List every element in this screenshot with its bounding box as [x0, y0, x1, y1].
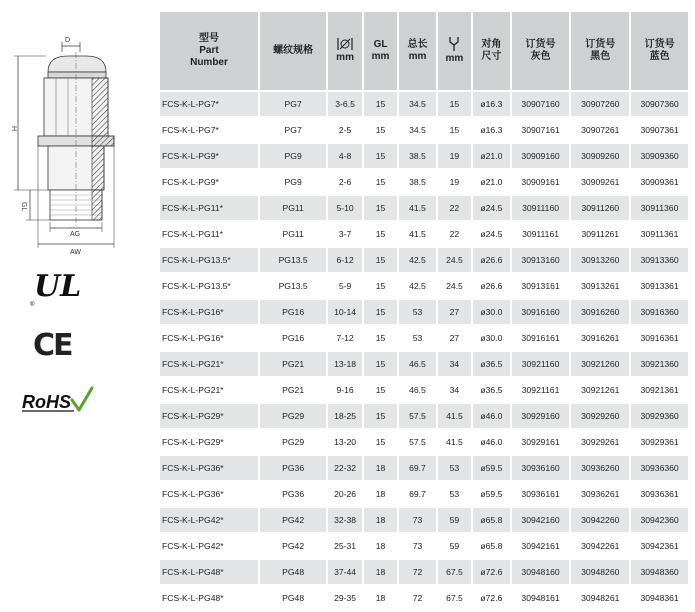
- cell-thread-spec: PG42: [260, 534, 328, 558]
- cell-total-length: 42.5: [399, 274, 438, 298]
- cable-gland-svg: [8, 22, 158, 257]
- cell-part-number: FCS-K-L-PG16*: [160, 326, 260, 350]
- cell-order-black: 30929261: [571, 430, 631, 454]
- cell-order-black: 30936261: [571, 482, 631, 506]
- cell-order-grey: 30916160: [512, 300, 572, 324]
- cell-order-black: 30942261: [571, 534, 631, 558]
- cell-part-number: FCS-K-L-PG13.5*: [160, 248, 260, 272]
- cell-diagonal: ø59.5: [473, 482, 512, 506]
- cell-total-length: 57.5: [399, 430, 438, 454]
- cell-clamping-range: 4-8: [328, 144, 364, 168]
- cell-clamping-range: 2-6: [328, 170, 364, 194]
- header-wrench-size: [438, 12, 473, 90]
- cable-gland-drawing: [8, 22, 158, 257]
- cell-clamping-range: 5-10: [328, 196, 364, 220]
- cell-wrench-size: 27: [438, 326, 473, 350]
- cell-total-length: 46.5: [399, 352, 438, 376]
- header-gl: [364, 12, 399, 90]
- cell-thread-spec: PG21: [260, 378, 328, 402]
- cell-order-blue: 30909360: [631, 144, 688, 168]
- cell-part-number: FCS-K-L-PG7*: [160, 92, 260, 116]
- cell-thread-spec: PG9: [260, 144, 328, 168]
- cell-order-blue: 30948361: [631, 586, 688, 610]
- cell-gl: 18: [364, 456, 399, 480]
- cell-total-length: 72: [399, 560, 438, 584]
- cell-clamping-range: 3-7: [328, 222, 364, 246]
- cell-order-grey: 30916161: [512, 326, 572, 350]
- cell-order-blue: 30921360: [631, 352, 688, 376]
- table-row: [160, 404, 688, 428]
- cell-order-black: 30909261: [571, 170, 631, 194]
- cell-order-blue: 30911361: [631, 222, 688, 246]
- cell-order-blue: 30942360: [631, 508, 688, 532]
- cell-order-grey: 30948160: [512, 560, 572, 584]
- cell-gl: 18: [364, 560, 399, 584]
- cell-wrench-size: 53: [438, 482, 473, 506]
- header-order-black-l1: 订货号: [585, 39, 616, 50]
- table-row: [160, 508, 688, 532]
- table-header: [160, 12, 688, 90]
- cell-total-length: 46.5: [399, 378, 438, 402]
- cell-gl: 18: [364, 586, 399, 610]
- cell-diagonal: ø36.5: [473, 378, 512, 402]
- cell-order-blue: 30929360: [631, 404, 688, 428]
- cell-clamping-range: 18-25: [328, 404, 364, 428]
- cell-order-grey: 30942161: [512, 534, 572, 558]
- cell-order-black: 30911260: [571, 196, 631, 220]
- ul-mark-text: UL: [34, 269, 82, 304]
- cell-total-length: 73: [399, 508, 438, 532]
- cell-part-number: FCS-K-L-PG9*: [160, 144, 260, 168]
- cell-order-blue: 30942361: [631, 534, 688, 558]
- table-row: [160, 378, 688, 402]
- cell-clamping-range: 3-6.5: [328, 92, 364, 116]
- cell-thread-spec: PG21: [260, 352, 328, 376]
- cell-order-grey: 30907161: [512, 118, 572, 142]
- cell-part-number: FCS-K-L-PG7*: [160, 118, 260, 142]
- table-row: [160, 482, 688, 506]
- cell-clamping-range: 25-31: [328, 534, 364, 558]
- header-order-grey: [512, 12, 572, 90]
- header-thread-label: 螺纹规格: [273, 45, 314, 56]
- cell-gl: 15: [364, 196, 399, 220]
- table-row: [160, 170, 688, 194]
- table-row: [160, 222, 688, 246]
- header-clamping-unit: mm: [336, 52, 354, 63]
- header-total-length-unit: mm: [408, 51, 427, 62]
- cell-total-length: 53: [399, 300, 438, 324]
- cell-wrench-size: 27: [438, 300, 473, 324]
- cell-order-blue: 30911360: [631, 196, 688, 220]
- cell-clamping-range: 13-18: [328, 352, 364, 376]
- cell-diagonal: ø65.8: [473, 534, 512, 558]
- cell-thread-spec: PG7: [260, 118, 328, 142]
- cell-order-blue: 30936360: [631, 456, 688, 480]
- cell-order-grey: 30936161: [512, 482, 572, 506]
- cell-order-blue: 30916361: [631, 326, 688, 350]
- header-diagonal-l1: 对角: [481, 39, 502, 50]
- cell-order-grey: 30913161: [512, 274, 572, 298]
- cell-order-blue: 30936361: [631, 482, 688, 506]
- cell-diagonal: ø26.6: [473, 274, 512, 298]
- cell-clamping-range: 29-35: [328, 586, 364, 610]
- cell-gl: 15: [364, 222, 399, 246]
- cell-order-black: 30916261: [571, 326, 631, 350]
- table-row: [160, 586, 688, 610]
- header-total-length: [399, 12, 438, 90]
- cell-gl: 15: [364, 326, 399, 350]
- cell-clamping-range: 37-44: [328, 560, 364, 584]
- cell-clamping-range: 22-32: [328, 456, 364, 480]
- table-row: [160, 430, 688, 454]
- cell-part-number: FCS-K-L-PG42*: [160, 534, 260, 558]
- cell-order-blue: 30916360: [631, 300, 688, 324]
- cell-part-number: FCS-K-L-PG21*: [160, 352, 260, 376]
- dim-label-h: H: [10, 126, 17, 132]
- cell-gl: 15: [364, 144, 399, 168]
- cell-order-blue: 30913360: [631, 248, 688, 272]
- table-row: [160, 274, 688, 298]
- cell-order-blue: 30948360: [631, 560, 688, 584]
- table-row: [160, 560, 688, 584]
- cell-order-black: 30929260: [571, 404, 631, 428]
- cell-part-number: FCS-K-L-PG29*: [160, 404, 260, 428]
- ul-logo: [30, 268, 82, 313]
- table-row: [160, 92, 688, 116]
- table-row: [160, 534, 688, 558]
- cell-part-number: FCS-K-L-PG11*: [160, 222, 260, 246]
- cell-wrench-size: 19: [438, 144, 473, 168]
- cell-gl: 15: [364, 170, 399, 194]
- table-row: [160, 118, 688, 142]
- header-gl-unit: mm: [371, 51, 390, 62]
- cell-clamping-range: 20-26: [328, 482, 364, 506]
- cell-total-length: 41.5: [399, 196, 438, 220]
- cell-thread-spec: PG29: [260, 404, 328, 428]
- cell-part-number: FCS-K-L-PG42*: [160, 508, 260, 532]
- cell-diagonal: ø65.8: [473, 508, 512, 532]
- cell-diagonal: ø46.0: [473, 404, 512, 428]
- rohs-check-icon: [22, 386, 94, 416]
- cell-gl: 15: [364, 378, 399, 402]
- cell-thread-spec: PG13.5: [260, 274, 328, 298]
- cell-gl: 15: [364, 430, 399, 454]
- header-order-blue-l2: 蓝色: [649, 51, 670, 62]
- table-row: [160, 248, 688, 272]
- cell-part-number: FCS-K-L-PG36*: [160, 456, 260, 480]
- dim-label-d: D: [65, 37, 71, 44]
- cell-wrench-size: 15: [438, 118, 473, 142]
- cell-wrench-size: 59: [438, 534, 473, 558]
- cell-order-grey: 30929160: [512, 404, 572, 428]
- cell-diagonal: ø59.5: [473, 456, 512, 480]
- header-diagonal-l2: 尺寸: [481, 51, 502, 62]
- cell-diagonal: ø46.0: [473, 430, 512, 454]
- cell-clamping-range: 2-5: [328, 118, 364, 142]
- cell-total-length: 69.7: [399, 482, 438, 506]
- header-part-cn: 型号: [199, 33, 219, 44]
- cell-thread-spec: PG36: [260, 482, 328, 506]
- cell-gl: 15: [364, 248, 399, 272]
- table-row: [160, 196, 688, 220]
- header-order-blue: [631, 12, 688, 90]
- cell-diagonal: ø16.3: [473, 92, 512, 116]
- table-header-row: [160, 12, 688, 90]
- header-gl-label: GL: [373, 39, 388, 50]
- cell-wrench-size: 22: [438, 196, 473, 220]
- cell-order-black: 30916260: [571, 300, 631, 324]
- cell-gl: 15: [364, 92, 399, 116]
- cell-order-blue: 30907361: [631, 118, 688, 142]
- cell-thread-spec: PG11: [260, 222, 328, 246]
- cell-part-number: FCS-K-L-PG13.5*: [160, 274, 260, 298]
- cell-wrench-size: 41.5: [438, 404, 473, 428]
- cell-diagonal: ø30.0: [473, 326, 512, 350]
- cell-part-number: FCS-K-L-PG29*: [160, 430, 260, 454]
- cell-order-blue: 30913361: [631, 274, 688, 298]
- cell-wrench-size: 34: [438, 378, 473, 402]
- cell-wrench-size: 34: [438, 352, 473, 376]
- cell-order-blue: 30921361: [631, 378, 688, 402]
- cell-order-black: 30913260: [571, 248, 631, 272]
- header-order-black: [571, 12, 631, 90]
- cell-diagonal: ø72.6: [473, 586, 512, 610]
- ul-mark-icon: [30, 268, 82, 308]
- cell-thread-spec: PG48: [260, 560, 328, 584]
- cell-clamping-range: 6-12: [328, 248, 364, 272]
- cell-order-black: 30921260: [571, 352, 631, 376]
- cell-gl: 15: [364, 274, 399, 298]
- cell-total-length: 53: [399, 326, 438, 350]
- cell-order-grey: 30921160: [512, 352, 572, 376]
- wrench-size-icon: [448, 37, 460, 51]
- header-order-black-l2: 黑色: [590, 51, 611, 62]
- cell-part-number: FCS-K-L-PG16*: [160, 300, 260, 324]
- cell-wrench-size: 53: [438, 456, 473, 480]
- cell-order-grey: 30948161: [512, 586, 572, 610]
- ce-logo: CE: [33, 328, 72, 363]
- cell-gl: 15: [364, 300, 399, 324]
- cell-thread-spec: PG16: [260, 300, 328, 324]
- cell-order-grey: 30936160: [512, 456, 572, 480]
- cell-wrench-size: 22: [438, 222, 473, 246]
- cell-thread-spec: PG29: [260, 430, 328, 454]
- cell-thread-spec: PG11: [260, 196, 328, 220]
- cell-clamping-range: 32-38: [328, 508, 364, 532]
- cell-total-length: 42.5: [399, 248, 438, 272]
- cell-order-grey: 30909160: [512, 144, 572, 168]
- cell-total-length: 57.5: [399, 404, 438, 428]
- cell-clamping-range: 5-9: [328, 274, 364, 298]
- cell-part-number: FCS-K-L-PG48*: [160, 586, 260, 610]
- header-order-blue-l1: 订货号: [644, 39, 675, 50]
- cell-total-length: 34.5: [399, 118, 438, 142]
- cell-order-grey: 30911161: [512, 222, 572, 246]
- cell-total-length: 34.5: [399, 92, 438, 116]
- cell-diagonal: ø21.0: [473, 170, 512, 194]
- header-part-number: [160, 12, 260, 90]
- header-order-grey-l1: 订货号: [525, 39, 556, 50]
- cell-wrench-size: 24.5: [438, 274, 473, 298]
- header-diagonal: [473, 12, 512, 90]
- header-part-en1: Part: [199, 45, 219, 56]
- cell-thread-spec: PG7: [260, 92, 328, 116]
- cell-diagonal: ø30.0: [473, 300, 512, 324]
- cell-order-grey: 30942160: [512, 508, 572, 532]
- cell-diagonal: ø26.6: [473, 248, 512, 272]
- cell-thread-spec: PG36: [260, 456, 328, 480]
- cell-clamping-range: 13-20: [328, 430, 364, 454]
- cell-order-black: 30948261: [571, 586, 631, 610]
- cell-order-grey: 30913160: [512, 248, 572, 272]
- table-body: [160, 92, 688, 610]
- clamping-range-icon: [337, 38, 353, 50]
- cell-order-black: 30909260: [571, 144, 631, 168]
- cell-diagonal: ø72.6: [473, 560, 512, 584]
- dim-label-gl: GL: [20, 202, 27, 212]
- cell-wrench-size: 41.5: [438, 430, 473, 454]
- cell-order-black: 30907261: [571, 118, 631, 142]
- cell-diagonal: ø16.3: [473, 118, 512, 142]
- rohs-logo: [22, 386, 94, 421]
- cell-thread-spec: PG13.5: [260, 248, 328, 272]
- cell-thread-spec: PG48: [260, 586, 328, 610]
- header-total-length-label: 总长: [407, 39, 428, 50]
- table-row: [160, 326, 688, 350]
- header-part-en2: Number: [190, 57, 228, 68]
- cell-order-black: 30936260: [571, 456, 631, 480]
- table-row: [160, 300, 688, 324]
- cell-thread-spec: PG16: [260, 326, 328, 350]
- cell-gl: 18: [364, 508, 399, 532]
- cell-gl: 15: [364, 404, 399, 428]
- cell-wrench-size: 59: [438, 508, 473, 532]
- cell-wrench-size: 19: [438, 170, 473, 194]
- rohs-text: RoHS: [22, 392, 71, 412]
- cell-part-number: FCS-K-L-PG11*: [160, 196, 260, 220]
- cell-order-grey: 30909161: [512, 170, 572, 194]
- cell-order-blue: 30929361: [631, 430, 688, 454]
- cell-gl: 18: [364, 482, 399, 506]
- cell-order-grey: 30921161: [512, 378, 572, 402]
- cell-clamping-range: 10-14: [328, 300, 364, 324]
- cell-thread-spec: PG42: [260, 508, 328, 532]
- header-wrench-unit: mm: [445, 53, 464, 64]
- cell-gl: 18: [364, 534, 399, 558]
- cell-order-grey: 30907160: [512, 92, 572, 116]
- spec-table: [160, 10, 688, 612]
- header-thread-spec: [260, 12, 328, 90]
- cell-wrench-size: 67.5: [438, 586, 473, 610]
- dim-label-ag: AG: [70, 231, 81, 238]
- cell-order-grey: 30929161: [512, 430, 572, 454]
- cell-order-black: 30911261: [571, 222, 631, 246]
- cell-diagonal: ø24.5: [473, 196, 512, 220]
- cell-order-black: 30942260: [571, 508, 631, 532]
- cell-diagonal: ø24.5: [473, 222, 512, 246]
- cell-diagonal: ø36.5: [473, 352, 512, 376]
- cell-clamping-range: 7-12: [328, 326, 364, 350]
- cell-gl: 15: [364, 352, 399, 376]
- table-row: [160, 456, 688, 480]
- cell-order-blue: 30909361: [631, 170, 688, 194]
- cell-total-length: 69.7: [399, 456, 438, 480]
- cell-total-length: 38.5: [399, 170, 438, 194]
- cell-part-number: FCS-K-L-PG9*: [160, 170, 260, 194]
- cell-wrench-size: 67.5: [438, 560, 473, 584]
- cell-order-grey: 30911160: [512, 196, 572, 220]
- cell-wrench-size: 15: [438, 92, 473, 116]
- cell-order-blue: 30907360: [631, 92, 688, 116]
- cell-clamping-range: 9-16: [328, 378, 364, 402]
- cell-order-black: 30913261: [571, 274, 631, 298]
- cell-part-number: FCS-K-L-PG48*: [160, 560, 260, 584]
- table-row: [160, 144, 688, 168]
- cell-gl: 15: [364, 118, 399, 142]
- cell-total-length: 38.5: [399, 144, 438, 168]
- cell-order-black: 30948260: [571, 560, 631, 584]
- cell-diagonal: ø21.0: [473, 144, 512, 168]
- cell-order-black: 30921261: [571, 378, 631, 402]
- cell-order-black: 30907260: [571, 92, 631, 116]
- cell-total-length: 73: [399, 534, 438, 558]
- table-row: [160, 352, 688, 376]
- cell-wrench-size: 24.5: [438, 248, 473, 272]
- cell-thread-spec: PG9: [260, 170, 328, 194]
- cell-total-length: 72: [399, 586, 438, 610]
- dim-label-aw: AW: [70, 249, 82, 256]
- cell-part-number: FCS-K-L-PG21*: [160, 378, 260, 402]
- ul-registered-mark: ®: [30, 302, 35, 308]
- cell-part-number: FCS-K-L-PG36*: [160, 482, 260, 506]
- header-order-grey-l2: 灰色: [530, 51, 551, 62]
- header-clamping-range: [328, 12, 364, 90]
- cell-total-length: 41.5: [399, 222, 438, 246]
